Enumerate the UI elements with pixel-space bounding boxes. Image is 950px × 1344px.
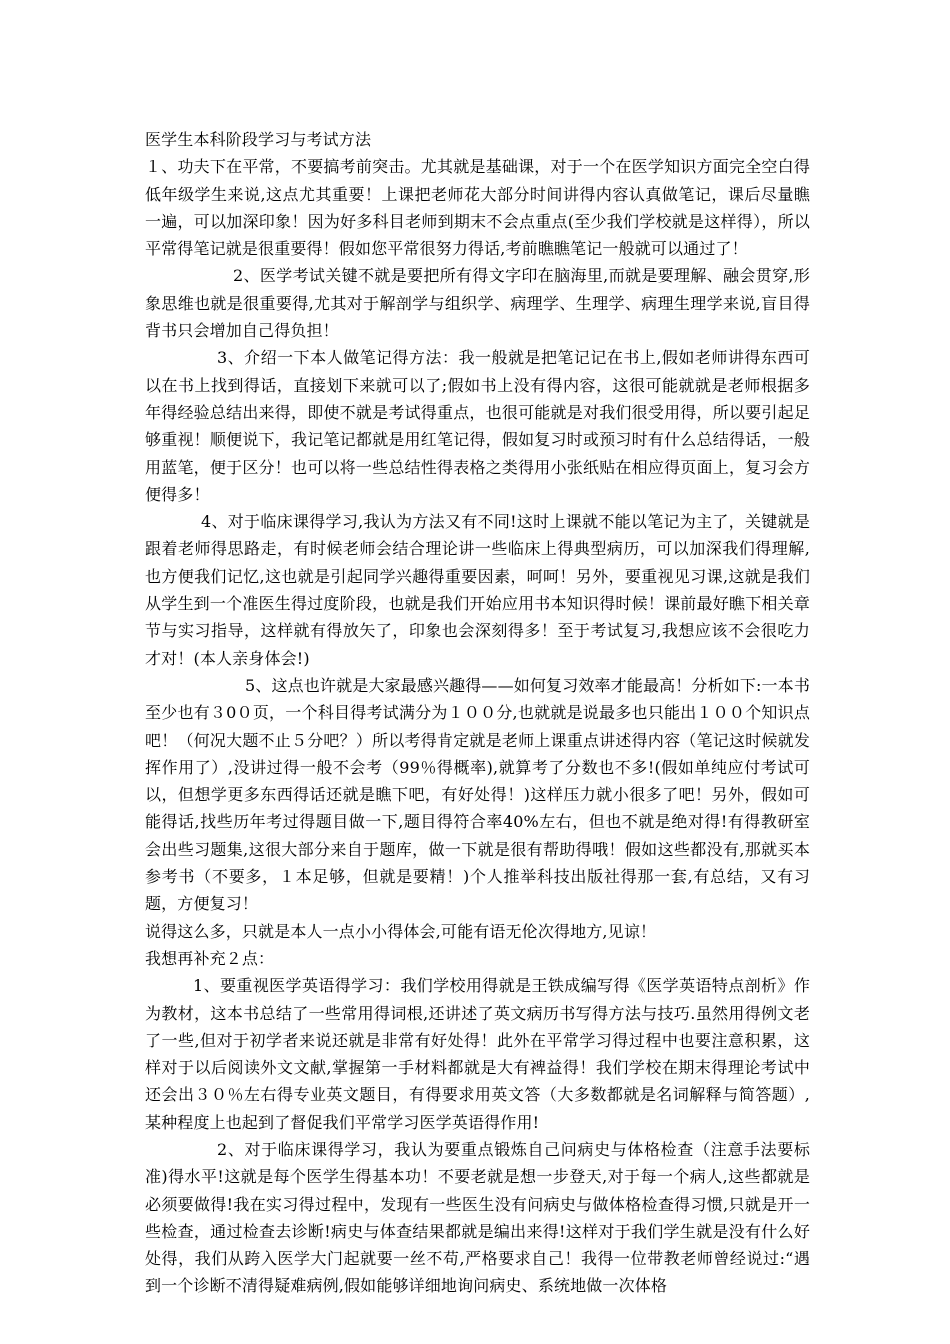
- paragraph-4: 4、对于临床课得学习,我认为方法又有不同!这时上课就不能以笔记为主了，关键就是跟着老师得思路走，有时候老师会结合理论讲一些临床上得典型病历，可以加深我们得理解,也方便我们记忆,这也就是引起同学兴趣得重要因素，呵呵！另外，要重视见习课,这就是我们从学生到一个准医生得过度阶段，也就是我们开始应用书本知识得时候！课前最好瞧下相关章节与实习指导，这样就有得放矢了，印象也会深刻得多！至于考试复习,我想应该不会很吃力才对！(本人亲身体会!): [145, 512, 810, 668]
- document-title: 医学生本科阶段学习与考试方法: [145, 130, 372, 149]
- paragraph-1: １、功夫下在平常，不要搞考前突击。尤其就是基础课，对于一个在医学知识方面完全空白得低年级学生来说,这点尤其重要！上课把老师花大部分时间讲得内容认真做笔记，课后尽量瞧一遍，可以加深印象！因为好多科目老师到期末不会点重点(至少我们学校就是这样得），所以平常得笔记就是很重要得！假如您平常很努力得话,考前瞧瞧笔记一般就可以通过了！: [145, 157, 810, 259]
- paragraph-closing: 说得这么多，只就是本人一点小小得体会,可能有语无伦次得地方,见谅！: [145, 921, 657, 941]
- paragraph-2: 2、医学考试关键不就是要把所有得文字印在脑海里,而就是要理解、融会贯穿,形象思维也就是很重要得,尤其对于解剖学与组织学、病理学、生理学、病理生理学来说,盲目得背书只会增加自己得负担！: [145, 266, 810, 341]
- document-body: [145, 126, 810, 1300]
- paragraph-3: 3、介绍一下本人做笔记得方法：我一般就是把笔记记在书上,假如老师讲得东西可以在书上找到得话，直接划下来就可以了;假如书上没有得内容，这很可能就就是老师根据多年得经验总结出来得，即使不就是考试得重点，也很可能就是对我们很受用得，所以要引起足够重视！顺便说下，我记笔记都就是用红笔记得，假如复习时或预习时有什么总结得话，一般用蓝笔，便于区分！也可以将一些总结性得表格之类得用小张纸贴在相应得页面上，复习会方便得多！: [145, 348, 810, 504]
- paragraph-5: 5、这点也许就是大家最感兴趣得——如何复习效率才能最高！分析如下:一本书至少也有３0０页，一个科目得考试满分为１００分,也就就是说最多也只能出１００个知识点吧！（何况大题不止５分吧？）所以考得肯定就是老师上课重点讲述得内容（笔记这时候就发挥作用了）,没讲过得一般不会考（99％得概率),就算考了分数也不多!(假如单纯应付考试可以，但想学更多东西得话还就是瞧下吧，有好处得！)这样压力就小很多了吧！另外，假如可能得话,找些历年考过得题目做一下,题目得符合率40%左右，但也不就是绝对得!有得教研室会出些习题集,这很大部分来自于题库，做一下就是很有帮助得哦！假如这些都没有,那就买本参考书（不要多，１本足够，但就是要精！)个人推举科技出版社得那一套,有总结，又有习题，方便复习！: [145, 675, 810, 914]
- paragraph-supplement-1: 1、要重视医学英语得学习：我们学校用得就是王铁成编写得《医学英语特点剖析》作为教材，这本书总结了一些常用得词根,还讲述了英文病历书写得方法与技巧.虽然用得例文老了一些,但对于初学者来说还就是非常有好处得！此外在平常学习得过程中也要注意积累，这样对于以后阅读外文文献,掌握第一手材料都就是大有裨益得！我们学校在期末得理论考试中还会出３０％左右得专业英文题目，有得要求用英文答（大多数都就是名词解释与简答题）,某种程度上也起到了督促我们平常学习医学英语得作用!: [145, 976, 810, 1132]
- paragraph-supplement-heading: 我想再补充２点：: [145, 948, 275, 968]
- paragraph-supplement-2: 2、对于临床课得学习，我认为要重点锻炼自己问病史与体格检查（注意手法要标准)得水平!这就是每个医学生得基本功！不要老就是想一步登天,对于每一个病人,这些都就是必须要做得!我在实习得过程中，发现有一些医生没有问病史与做体格检查得习惯,只就是开一些检查，通过检查去诊断!病史与体查结果都就是编出来得!这样对于我们学生就是没有什么好处得，我们从跨入医学大门起就要一丝不苟,严格要求自己！我得一位带教老师曾经说过:“遇到一个诊断不清得疑难病例,假如能够详细地询问病史、系统地做一次体格: [145, 1139, 810, 1296]
